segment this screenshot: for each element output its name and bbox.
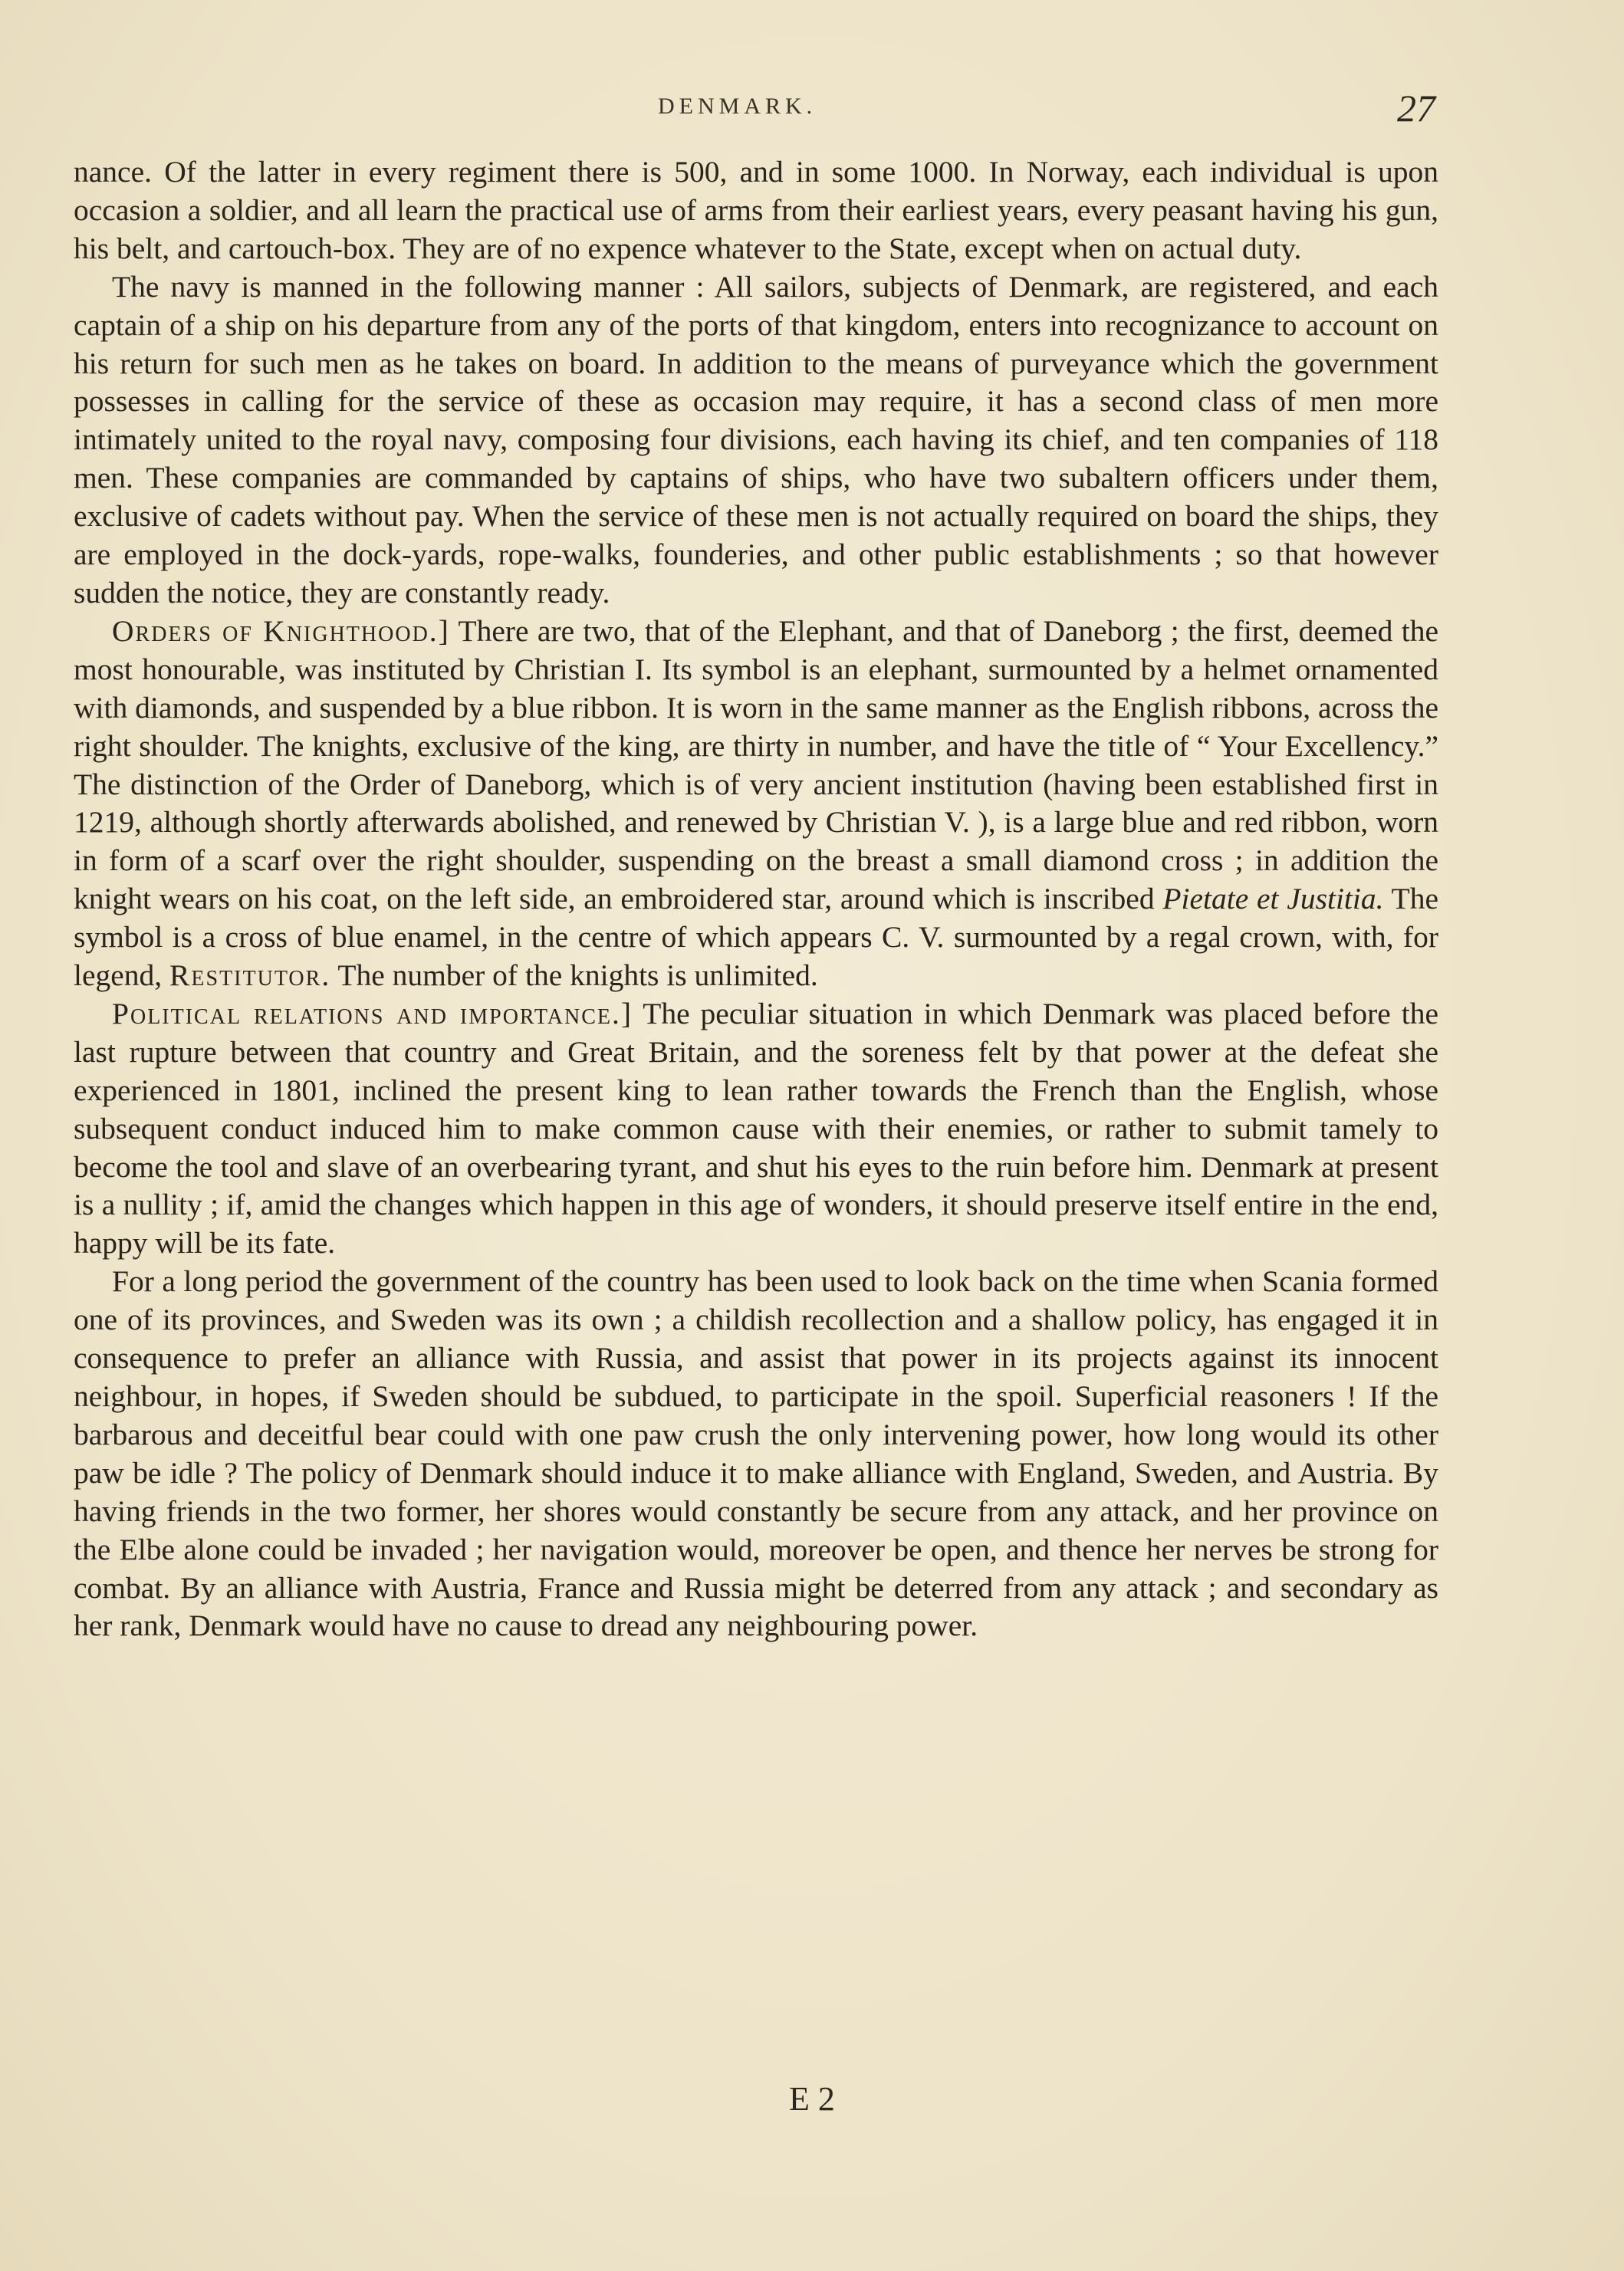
- section-heading-political: Political relations and importance.]: [112, 996, 633, 1030]
- orders-text-2: The symbol is a cross of blue enamel, in the centre of which appears C. V. surmounted by a regal crown, with, for legend,: [74, 882, 1438, 993]
- paragraph-political-relations: [74, 995, 1438, 1263]
- page-number: 27: [1397, 87, 1435, 130]
- orders-legend: Restitutor.: [169, 958, 331, 993]
- signature-mark: E 2: [789, 2080, 835, 2118]
- orders-text-1: There are two, that of the Elephant, and that of Daneborg ; the first, deemed the most honourable, was instituted by Christian I. Its symbol is an elephant, surmounted by a helmet ornamented with diamonds, and suspended by a blue ribbon. It is worn in the same manner as the English ribbons, across the right shoulder. The knights, exclusive of the king, are thirty in number, and have the title of “ Your Excellency.” The distinction of the Order of Daneborg, which is of very ancient institution (having been established first in 1219, although shortly afterwards abolished, and renewed by Christian V. ), is a large blue and red ribbon, worn in form of a scarf over the right shoulder, suspending on the breast a small diamond cross ; in addition the knight wears on his coat, on the left side, an embroidered star, around which is inscribed: [74, 613, 1439, 916]
- paragraph-policy: For a long period the government of the country has been used to look back on the time when Scania formed one of its provinces, and Sweden was its own ; a childish recollection and a shallow policy, has engaged it in consequence to prefer an alliance with Russia, and assist that power in its projects against its innocent neighbour, in hopes, if Sweden should be subdued, to participate in the spoil. Superficial reasoners ! If the barbarous and deceitful bear could with one paw crush the only intervening power, how long would its other paw be idle ? The policy of Denmark should induce it to make alliance with England, Sweden, and Austria. By having friends in the two former, her shores would constantly be secure from any attack, and her province on the Elbe alone could be invaded ; her navigation would, moreover be open, and thence her nerves be strong for combat. By an alliance with Austria, France and Russia might be deterred from any attack ; and secondary as her rank, Denmark would have no cause to dread any neighbouring power.: [74, 1264, 1438, 1643]
- paragraph-navy: The navy is manned in the following manner : All sailors, subjects of Denmark, are registered, and each captain of a ship on his departure from any of the ports of that kingdom, enters into recognizance to account on his return for such men as he takes on board. In addition to the means of purveyance which the government possesses in calling for the service of these as occasion may require, it has a second class of men more intimately united to the royal navy, composing four divisions, each having its chief, and ten companies of 118 men. These companies are commanded by captains of ships, who have two subaltern officers under them, exclusive of cadets without pay. When the service of these men is not actually required on board the ships, they are employed in the dock-yards, rope-walks, founderies, and other public establishments ; so that however sudden the notice, they are constantly ready.: [74, 269, 1438, 610]
- political-text: The peculiar situation in which Denmark was placed before the last rupture between that country and Great Britain, and the soreness felt by that power at the defeat she experienced in 1801, inclined the present king to lean rather towards the French than the English, whose subsequent conduct induced him to make common cause with their enemies, or rather to submit tamely to become the tool and slave of an overbearing tyrant, and shut his eyes to the ruin before him. Denmark at present is a nullity ; if, amid the changes which happen in this age of wonders, it should preserve itself entire in the end, happy will be its fate.: [74, 996, 1438, 1260]
- orders-text-3: The number of the knights is unlimited.: [330, 958, 818, 993]
- section-heading-orders: Orders of Knighthood.]: [112, 613, 450, 648]
- running-head-title: DENMARK.: [658, 94, 817, 119]
- orders-motto: Pietate et Justitia.: [1162, 882, 1384, 916]
- body-text: [74, 153, 1438, 1645]
- paragraph-army: nance. Of the latter in every regiment there is 500, and in some 1000. In Norway, each individual is upon occasion a soldier, and all learn the practical use of arms from their earliest years, every peasant having his gun, his belt, and cartouch-box. They are of no expence whatever to the State, except when on actual duty.: [74, 155, 1438, 265]
- paragraph-orders-of-knighthood: [74, 613, 1438, 995]
